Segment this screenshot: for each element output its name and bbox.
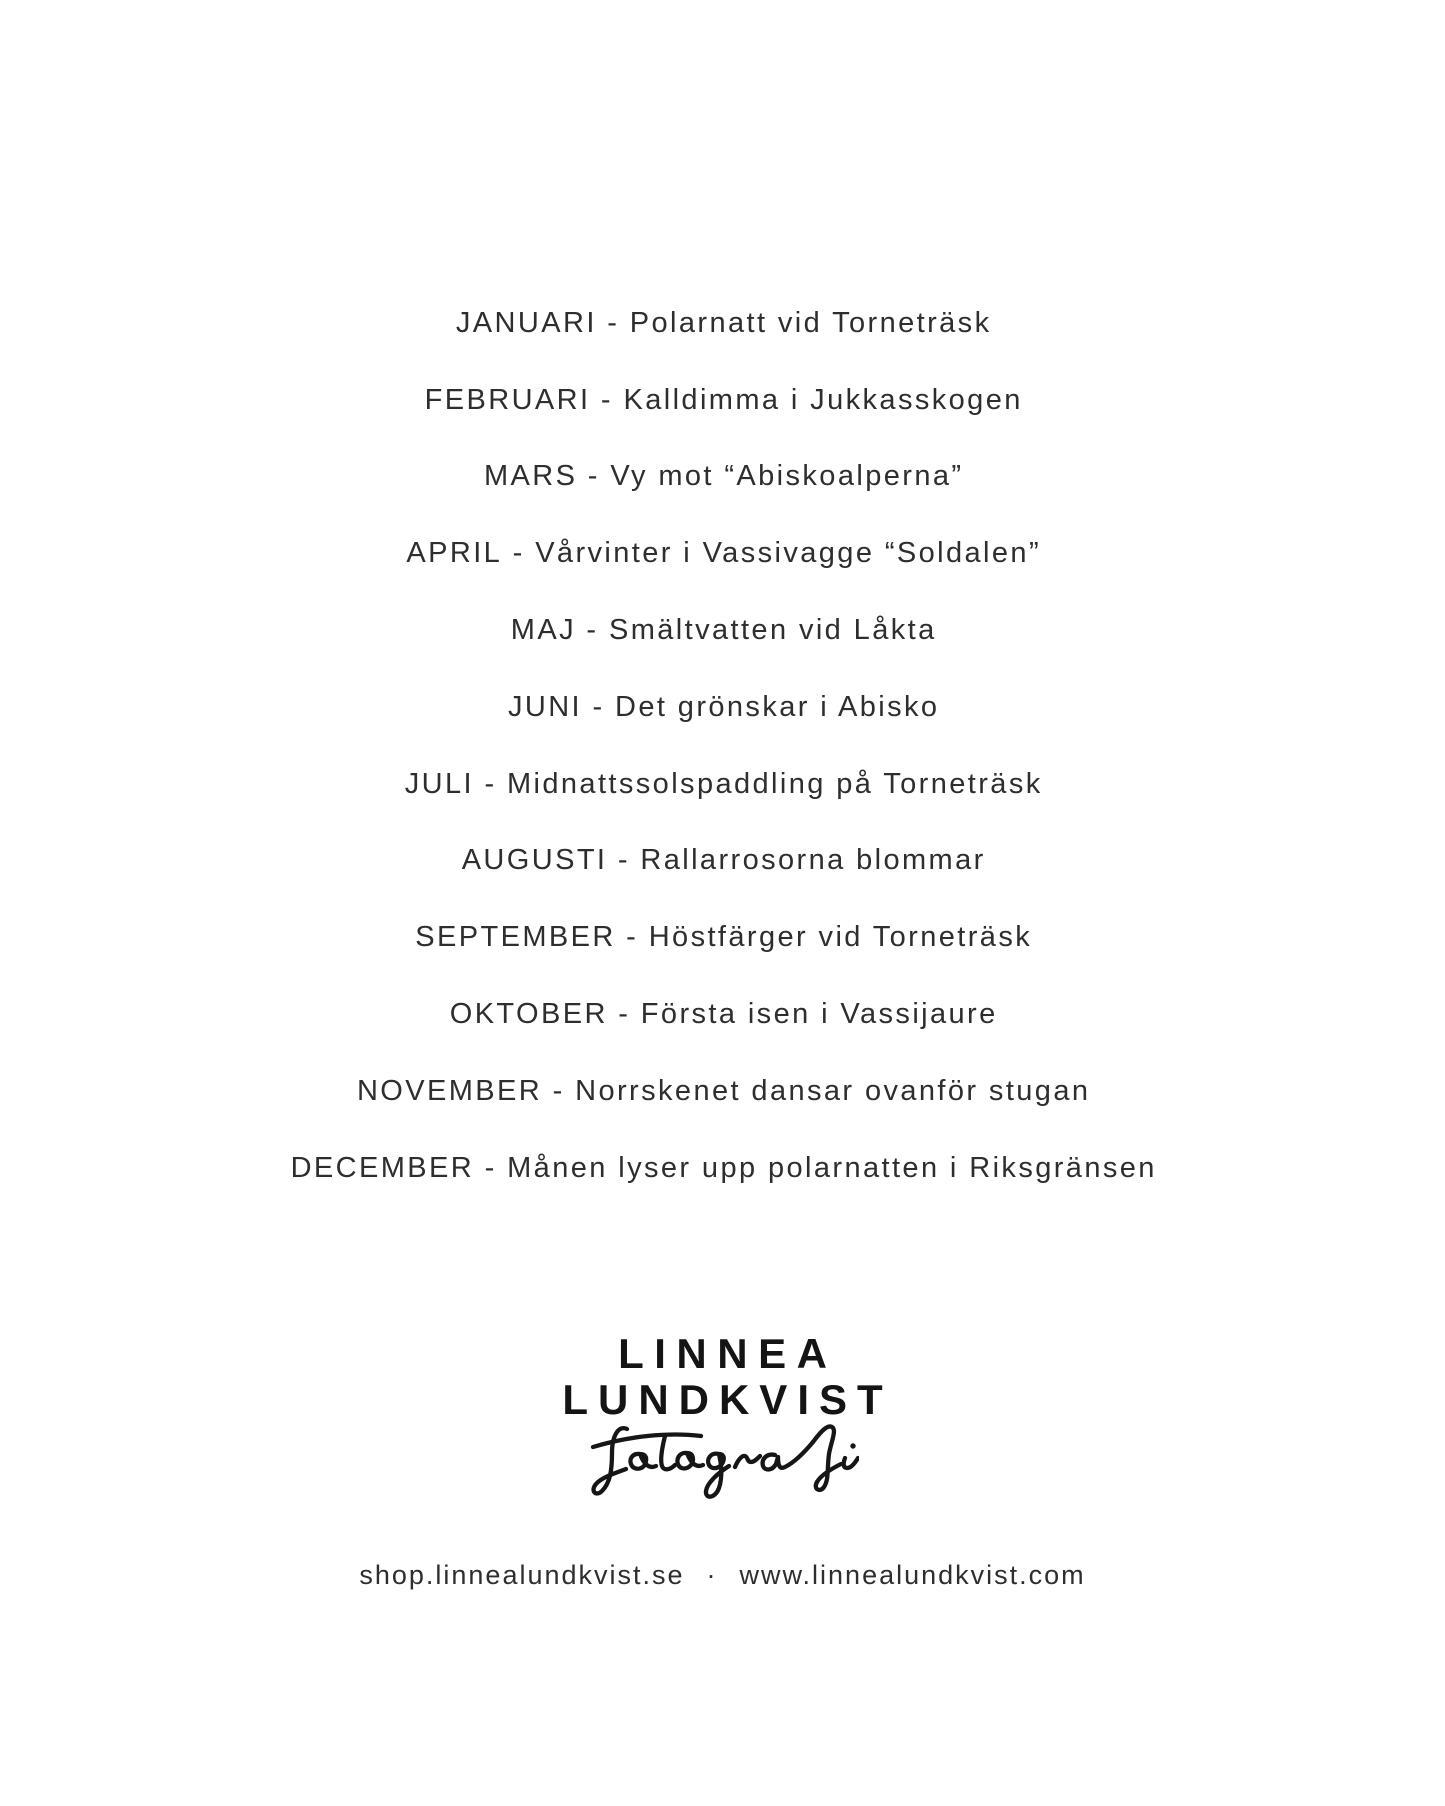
month-title: Midnattssolspaddling på Torneträsk [506,767,1043,800]
month-index-item-november [0,1053,1445,1130]
month-title: Smältvatten vid Låkta [608,614,937,647]
shop-url: shop.linnealundkvist.se [359,1560,685,1590]
month-label: APRIL [406,537,503,570]
month-label: MARS [483,460,578,493]
logo-wordmark [0,1331,1445,1423]
web-url: www.linnealundkvist.com [739,1560,1086,1590]
month-label: OKTOBER [449,998,608,1031]
month-title: Polarnatt vid Torneträsk [629,306,992,339]
month-label: JULI [404,767,474,800]
month-index-item-februari [0,362,1445,439]
separator: - [542,1074,576,1107]
logo-name-last: LUNDKVIST [562,1376,893,1423]
month-index-item-oktober [0,976,1445,1053]
separator: - [582,690,615,723]
month-label: FEBRUARI [424,383,591,416]
logo-script-fotografi [587,1419,859,1505]
month-index-item-mars [0,439,1445,516]
month-title: Norrskenet dansar ovanför stugan [575,1074,1091,1107]
separator: - [590,383,624,416]
month-index-item-maj [0,592,1445,669]
separator: - [575,614,609,647]
month-title: Vårvinter i Vassivagge “Soldalen” [535,537,1042,570]
month-index-list [0,285,1445,1207]
separator: - [607,844,641,877]
dot-separator: · [706,1560,718,1590]
month-index-item-juli [0,746,1445,823]
logo-name-first: LINNEA [618,1330,838,1377]
separator: - [474,1151,508,1184]
separator: - [596,306,630,339]
month-label: MAJ [510,614,576,647]
month-title: Första isen i Vassijaure [640,998,998,1031]
fotografi-script-icon [587,1419,859,1505]
month-title: Rallarrosorna blommar [640,844,986,877]
separator: - [577,460,611,493]
month-label: SEPTEMBER [415,921,616,954]
month-label: NOVEMBER [356,1074,543,1107]
separator: - [502,537,536,570]
month-index-item-augusti [0,823,1445,900]
month-index-item-april [0,515,1445,592]
separator: - [615,921,649,954]
footer-links [0,1560,1445,1591]
month-index-item-september [0,899,1445,976]
month-index-item-december [0,1130,1445,1207]
separator: - [473,767,507,800]
month-label: JANUARI [455,306,597,339]
month-label: JUNI [507,690,583,723]
month-index-item-juni [0,669,1445,746]
month-title: Månen lyser upp polarnatten i Riksgränsen [507,1151,1157,1184]
month-index-item-januari [0,285,1445,362]
month-label: DECEMBER [290,1151,475,1184]
month-title: Vy mot “Abiskoalperna” [610,460,964,493]
month-label: AUGUSTI [461,844,608,877]
month-title: Höstfärger vid Torneträsk [648,921,1033,954]
month-title: Det grönskar i Abisko [615,690,940,723]
month-title: Kalldimma i Jukkasskogen [623,383,1023,416]
separator: - [607,998,641,1031]
